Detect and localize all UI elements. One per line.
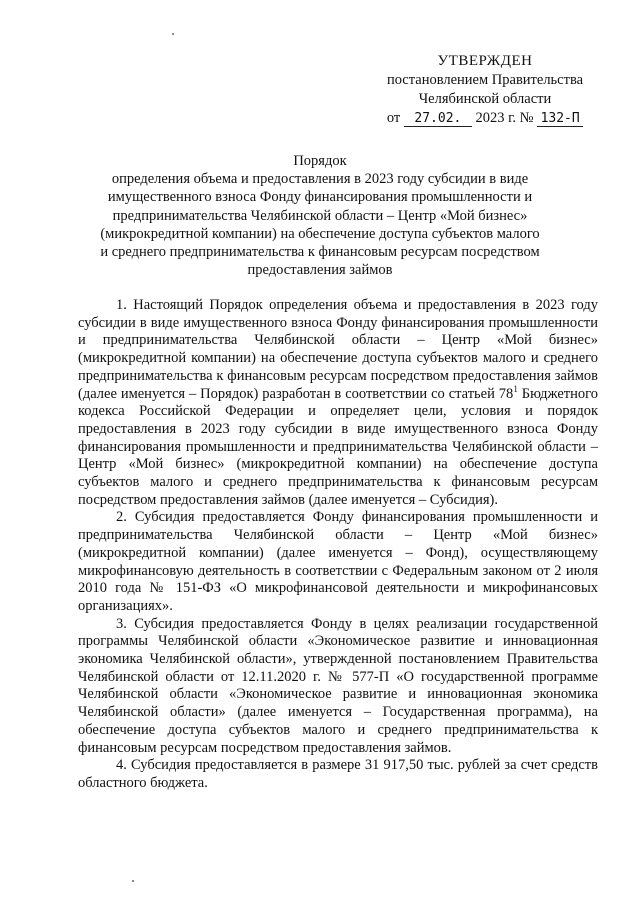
paragraph-4: 4. Субсидия предоставляется в размере 31 917,50 тыс. рублей за счет средств областного бюджета. <box>78 757 598 791</box>
paragraph-3: 3. Субсидия предоставляется Фонду в целях реализации государственной программы Челябинской области «Экономическое развитие и инновационная экономика Челябинской области», утвержденной постановлением Правительства Челябинской области от 12.11.2020 г. № 577-П «О государственной программе Челябинской области «Экономическое развитие и инновационная экономика Челябинской области» (далее именуется – Государственная программа), на обеспечение доступа субъектов малого и среднего предпринимательства к финансовым ресурсам посредством предоставления займов. <box>78 615 598 756</box>
paragraph-1-text-b: Бюджетного кодекса Российской Федерации и определяет цели, условия и порядок предоставления в 2023 году субсидии в виде имущественного взноса Фонду финансирования промышленности и предпринимательства Челябинской области – Центр «Мой бизнес» (микрокредитной компании) на обеспечение доступа субъектов малого и среднего предпринимательства к финансовым ресурсам посредством предоставления займов (далее именуется – Субсидия). <box>78 385 598 508</box>
approval-line-2: Челябинской области <box>418 91 552 107</box>
paragraph-1 <box>78 297 598 509</box>
paragraph-1-text-a: 1. Настоящий Порядок определения объема и предоставления в 2023 году субсидии в виде имущественного взноса Фонду финансирования промышленности и предпринимательства Челябинской области – Центр «Мой бизнес» (микрокредитной компании) на обеспечение доступа субъектов малого и среднего предпринимательства к финансовым ресурсам посредством предоставления займов (далее именуется – Порядок) разработан в соответствии со статьей 78 <box>78 297 598 402</box>
handwritten-number: 132-П <box>537 111 583 127</box>
document-heading <box>95 152 545 279</box>
approval-line-1: постановлением Правительства <box>386 72 584 88</box>
year-text: 2023 г. № <box>475 110 534 126</box>
document-body <box>78 297 598 793</box>
date-prefix: от <box>386 110 401 126</box>
approval-stamp <box>330 52 640 128</box>
scan-speck <box>172 33 174 35</box>
approval-date-line <box>330 109 640 128</box>
article-superscript: 1 <box>513 383 518 394</box>
heading-title: Порядок <box>293 153 347 169</box>
paragraph-2: 2. Субсидия предоставляется Фонду финансирования промышленности и предпринимательства Челябинской области – Центр «Мой бизнес» (микрокредитной компании) (далее именуется – Фонд), осуществляющему микрофинансовую деятельность в соответствии с Федеральным законом от 2 июля 2010 года № 151-ФЗ «О микрофинансовой деятельности и микрофинансовых организациях». <box>78 509 598 614</box>
approval-title: УТВЕРЖДЕН <box>437 53 533 69</box>
heading-text: определения объема и предоставления в 2023 году субсидии в виде имущественного взноса Фонду финансирования промышленности и предпринимательства Челябинской области – Центр «Мой бизнес» (микрокредитной компании) на обеспечение доступа субъектов малого и среднего предпринимательства к финансовым ресурсам посредством предоставления займов <box>100 171 540 279</box>
handwritten-date: 27.02. <box>404 111 472 127</box>
scan-speck <box>132 880 134 882</box>
